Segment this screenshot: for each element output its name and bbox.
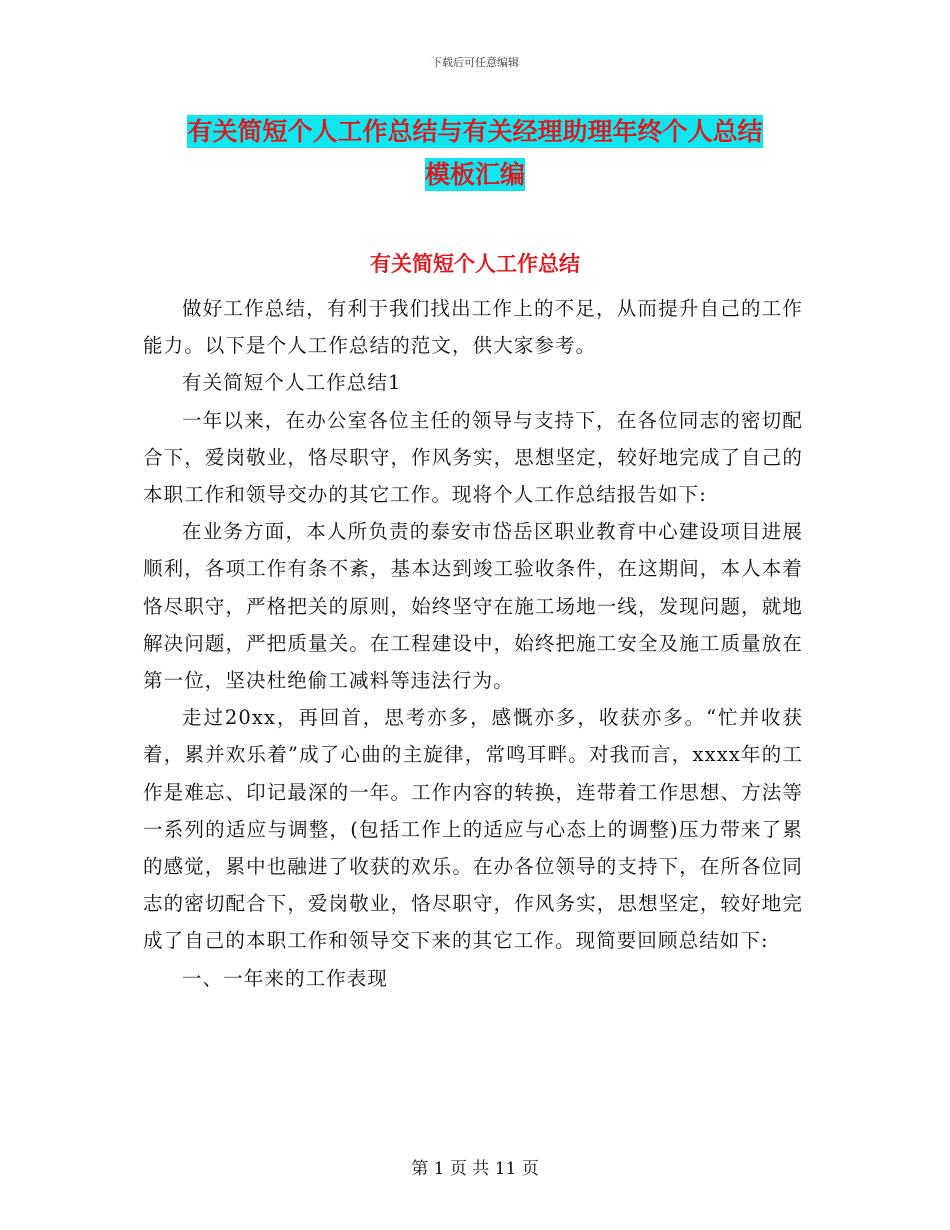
page-footer: 第 1 页 共 11 页 [411, 1159, 539, 1179]
paragraph-business: 在业务方面，本人所负责的泰安市岱岳区职业教育中心建设项目进展顺利，各项工作有条不紊，基本达到竣工验收条件，在这期间，本人本着恪尽职守，严格把关的原则，始终坚守在施工场地一线，发现问题，就地解决问题，严把质量关。在工程建设中，始终把施工安全及施工质量放在第一位，坚决杜绝偷工减料等违法行为。 [143, 520, 803, 693]
paragraph-intro: 做好工作总结，有利于我们找出工作上的不足，从而提升自己的工作能力。以下是个人工作总结的范文，供大家参考。 [143, 297, 803, 358]
paragraph-heading-performance: 一、一年来的工作表现 [182, 966, 389, 990]
document-title-line-1: 有关简短个人工作总结与有关经理助理年终个人总结 [187, 117, 763, 146]
paragraph-subheading: 有关简短个人工作总结1 [182, 371, 402, 395]
section-title: 有关简短个人工作总结 [370, 252, 580, 276]
paragraph-review: 走过20xx，再回首，思考亦多，感慨亦多，收获亦多。“忙并收获着，累并欢乐着”成了心曲的主旋律，常鸣耳畔。对我而言，xxxx年的工作是难忘、印记最深的一年。工作内容的转换，连带着工作思想、方法等一系列的适应与调整，(包括工作上的适应与心态上的调整)压力带来了累的感觉，累中也融进了收获的欢乐。在办各位领导的支持下，在所各位同志的密切配合下，爱岗敬业，恪尽职守，作风务实，思想坚定，较好地完成了自己的本职工作和领导交下来的其它工作。现简要回顾总结如下: [143, 706, 803, 953]
document-title [140, 110, 810, 196]
header-note: 下载后可任意编辑 [431, 56, 519, 69]
document-body [143, 290, 803, 997]
document-title-line-2: 模板汇编 [424, 160, 525, 189]
paragraph-overview: 一年以来，在办公室各位主任的领导与支持下，在各位同志的密切配合下，爱岗敬业，恪尽职守，作风务实，思想坚定，较好地完成了自己的本职工作和领导交办的其它工作。现将个人工作总结报告如下: [143, 408, 803, 507]
